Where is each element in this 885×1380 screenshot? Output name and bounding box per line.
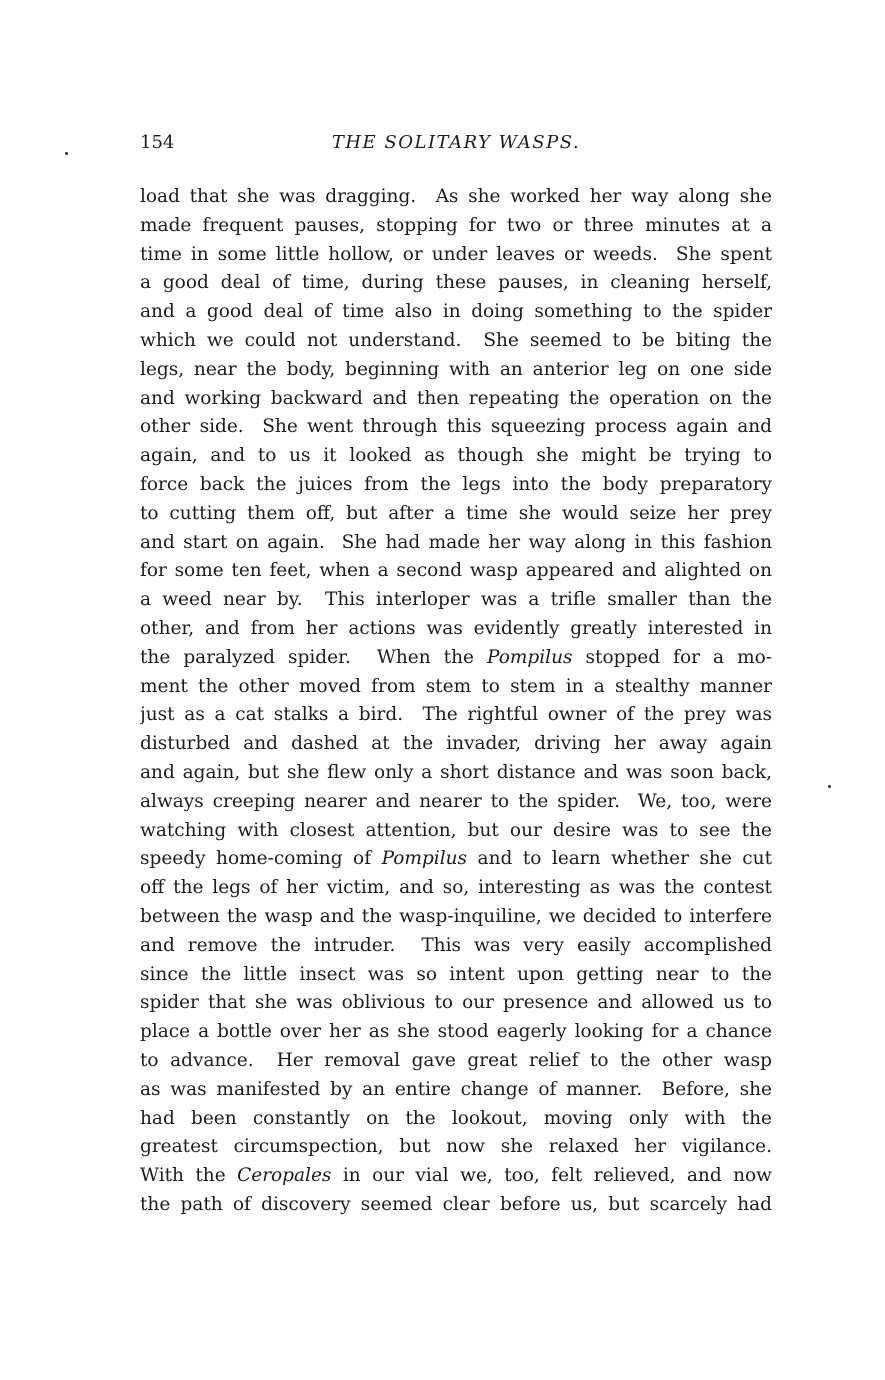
text-line [140, 183, 772, 212]
text-line [140, 1133, 772, 1162]
text-segment: which we could not understand. She seemed to be biting the [140, 329, 772, 351]
text-segment: and to learn whether she cut [467, 848, 772, 870]
text-line [140, 385, 772, 414]
text-line [140, 874, 772, 903]
text-line [140, 269, 772, 298]
text-line [140, 327, 772, 356]
text-line [140, 413, 772, 442]
text-segment: to cutting them off, but after a time she would seize her prey [140, 502, 772, 524]
text-line [140, 298, 772, 327]
text-line [140, 1191, 772, 1220]
text-line [140, 1018, 772, 1047]
margin-speck [65, 152, 68, 155]
text-segment: time in some little hollow, or under leaves or weeds. She spent [140, 243, 772, 265]
text-line [140, 845, 772, 874]
text-segment: the paralyzed spider. When the [140, 646, 488, 668]
text-line [140, 730, 772, 759]
text-line [140, 961, 772, 990]
text-line [140, 557, 772, 586]
text-segment: a weed near by. This interloper was a trifle smaller than the [140, 589, 772, 611]
text-line [140, 1162, 772, 1191]
text-segment: other, and from her actions was evidently greatly interested in [140, 617, 772, 639]
text-line [140, 759, 772, 788]
text-segment: just as a cat stalks a bird. The rightful owner of the prey was [140, 704, 772, 726]
text-segment: place a bottle over her as she stood eagerly looking for a chance [140, 1021, 772, 1043]
text-segment: greatest circumspection, but now she relaxed her vigilance. [140, 1136, 772, 1158]
text-segment: ment the other moved from stem to stem in a stealthy manner [140, 675, 772, 697]
text-segment: had been constantly on the lookout, moving only with the [140, 1107, 772, 1129]
running-title: THE SOLITARY WASPS. [331, 132, 581, 153]
text-line [140, 701, 772, 730]
page-header [140, 132, 772, 162]
text-segment: speedy home-coming of [140, 848, 382, 870]
text-segment: in our vial we, too, felt relieved, and now [331, 1165, 772, 1187]
italic-term: Ceropales [237, 1165, 332, 1187]
italic-term: Pompilus [487, 646, 573, 668]
text-line [140, 817, 772, 846]
text-line [140, 1047, 772, 1076]
text-line [140, 442, 772, 471]
text-segment: since the little insect was so intent upon getting near to the [140, 963, 772, 985]
text-segment: disturbed and dashed at the invader, driving her away again [140, 733, 772, 755]
body-text [140, 183, 772, 1220]
text-segment: other side. She went through this squeezing process again and [140, 416, 772, 438]
text-line [140, 529, 772, 558]
text-segment: between the wasp and the wasp-inquiline, we decided to interfere [140, 905, 772, 927]
text-segment: watching with closest attention, but our desire was to see the [140, 819, 772, 841]
text-line [140, 1076, 772, 1105]
text-line [140, 471, 772, 500]
italic-term: Pompilus [381, 848, 468, 870]
text-line [140, 673, 772, 702]
margin-speck [828, 785, 831, 788]
text-segment: load that she was dragging. As she worked her way along she [140, 186, 772, 207]
text-segment: and a good deal of time also in doing something to the spider [140, 301, 772, 323]
text-segment: and again, but she flew only a short distance and was soon back, [140, 761, 772, 783]
text-segment: stopped for a mo- [572, 646, 772, 668]
text-line [140, 932, 772, 961]
text-segment: again, and to us it looked as though she might be trying to [140, 445, 772, 467]
text-line [140, 989, 772, 1018]
text-segment: With the [140, 1165, 238, 1187]
text-segment: a good deal of time, during these pauses, in cleaning herself, [140, 272, 772, 294]
text-line [140, 903, 772, 932]
text-segment: force back the juices from the legs into the body preparatory [140, 473, 772, 495]
text-line [140, 644, 772, 673]
text-line [140, 788, 772, 817]
text-segment: off the legs of her victim, and so, interesting as was the contest [140, 877, 772, 899]
text-line [140, 500, 772, 529]
page-number: 154 [140, 132, 175, 153]
text-segment: always creeping nearer and nearer to the spider. We, too, were [140, 790, 772, 812]
text-segment: to advance. Her removal gave great relief to the other wasp [140, 1049, 772, 1071]
text-segment: and remove the intruder. This was very easily accomplished [140, 934, 772, 956]
text-segment: the path of discovery seemed clear before us, but scarcely had [140, 1193, 772, 1215]
text-line [140, 356, 772, 385]
text-line [140, 241, 772, 270]
text-segment: as was manifested by an entire change of manner. Before, she [140, 1078, 772, 1100]
text-segment: spider that she was oblivious to our presence and allowed us to [140, 992, 772, 1014]
text-segment: for some ten feet, when a second wasp appeared and alighted on [140, 560, 772, 582]
text-segment: and working backward and then repeating the operation on the [140, 387, 772, 409]
text-segment: made frequent pauses, stopping for two or three minutes at a [140, 214, 772, 236]
text-line [140, 1105, 772, 1134]
text-line [140, 212, 772, 241]
text-segment: legs, near the body, beginning with an anterior leg on one side [140, 358, 772, 380]
text-line [140, 615, 772, 644]
text-segment: and start on again. She had made her way along in this fashion [140, 531, 772, 553]
text-line [140, 586, 772, 615]
